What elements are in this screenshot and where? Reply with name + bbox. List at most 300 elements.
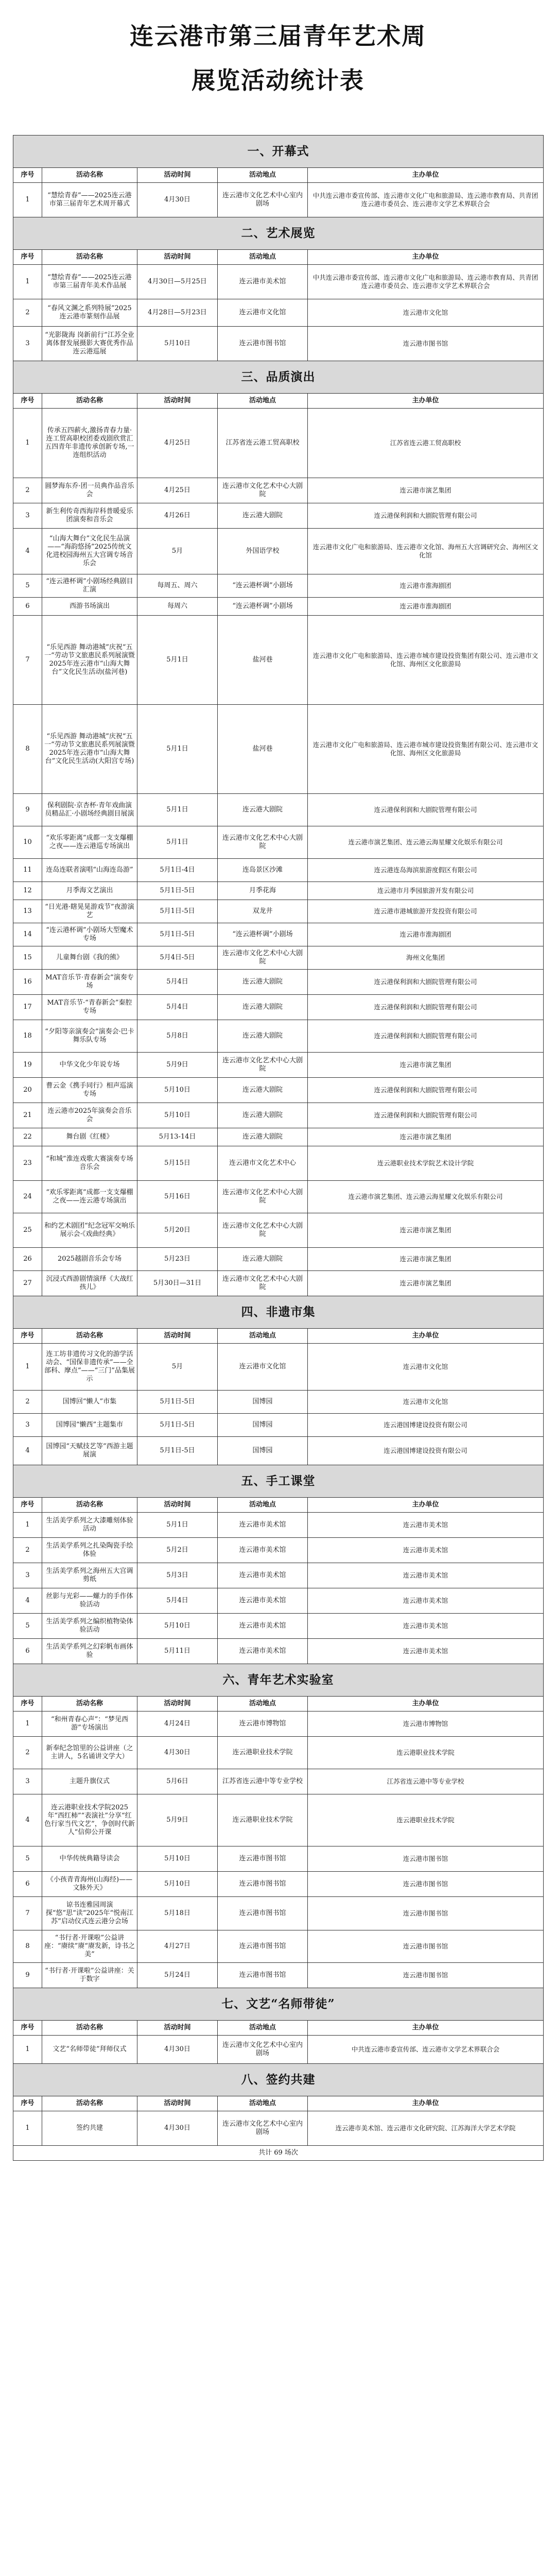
activity-place: 连云港职业技术学院 — [218, 1737, 308, 1769]
activity-name: 西游书场演出 — [42, 598, 137, 616]
total-count: 共计 69 场次 — [13, 2146, 544, 2161]
activity-time: 4月30日 — [137, 1737, 218, 1769]
activity-name: “日光港·瞎晃晃游戏节”夜游演艺 — [42, 900, 137, 923]
row-number: 1 — [13, 2111, 42, 2146]
activity-name: 月季海文艺演出 — [42, 882, 137, 900]
organizer: 连云港市图书馆 — [308, 327, 544, 361]
activity-time: 5月4日-5日 — [137, 946, 218, 970]
activity-place: 连云港大剧院 — [218, 970, 308, 995]
table-row — [13, 1078, 544, 1103]
column-header-row — [13, 2096, 544, 2111]
activity-name: 签约共建 — [42, 2111, 137, 2146]
row-number: 16 — [13, 970, 42, 995]
row-number: 3 — [13, 1414, 42, 1437]
row-number: 1 — [13, 1711, 42, 1737]
activity-time: 每周五、周六 — [137, 574, 218, 598]
row-number: 1 — [13, 1513, 42, 1538]
column-header-activity-name: 活动名称 — [42, 250, 137, 265]
column-header-row-number: 序号 — [13, 2096, 42, 2111]
row-number: 1 — [13, 409, 42, 478]
table-row — [13, 1248, 544, 1271]
column-header-activity-time: 活动时间 — [137, 394, 218, 409]
activity-place: 连云港市美术馆 — [218, 1513, 308, 1538]
table-row — [13, 529, 544, 574]
column-header-activity-name: 活动名称 — [42, 2096, 137, 2111]
column-header-organizer: 主办单位 — [308, 2096, 544, 2111]
activity-time: 5月3日 — [137, 1563, 218, 1588]
activity-place: 连云港市文化艺术中心大剧院 — [218, 1271, 308, 1296]
activity-name: 2025越剧音乐会专场 — [42, 1248, 137, 1271]
row-number: 4 — [13, 1588, 42, 1614]
organizer: 连云港职业技术学院艺术设计学院 — [308, 1146, 544, 1181]
table-row — [13, 882, 544, 900]
column-header-activity-place: 活动地点 — [218, 2021, 308, 2036]
column-header-row-number: 序号 — [13, 1498, 42, 1513]
activity-time: 5月10日 — [137, 1872, 218, 1897]
row-number: 9 — [13, 1963, 42, 1988]
activity-time: 5月1日-5日 — [137, 923, 218, 946]
table-row — [13, 299, 544, 327]
activity-name: 国博回“懒人”市集 — [42, 1391, 137, 1414]
activity-place: 连云港大剧院 — [218, 1020, 308, 1053]
table-row — [13, 598, 544, 616]
section-title: 七、文艺“名师带徒” — [13, 1988, 544, 2021]
column-header-row — [13, 394, 544, 409]
activity-time: 5月13-14日 — [137, 1128, 218, 1146]
organizer: 连云港市演艺集团 — [308, 1248, 544, 1271]
row-number: 21 — [13, 1103, 42, 1128]
activity-place: 连云港市文化艺术中心大剧院 — [218, 946, 308, 970]
activity-name: 《小孩青青海州(山海经)——文脉外天》 — [42, 1872, 137, 1897]
column-header-activity-time: 活动时间 — [137, 250, 218, 265]
activity-place: 连云港市文化馆 — [218, 299, 308, 327]
activity-place: 连云港市美术馆 — [218, 1538, 308, 1563]
table-row — [13, 1563, 544, 1588]
organizer: 连云港连岛海滨旅游度假区有限公司 — [308, 859, 544, 882]
activity-name: “书行者·开课啦”公益讲座：关于数字 — [42, 1963, 137, 1988]
activity-time: 5月 — [137, 1344, 218, 1391]
activity-name: “书行者·开课啦”公益讲座：“赓续”赓“赓发新，诗书之美” — [42, 1930, 137, 1963]
table-row — [13, 1103, 544, 1128]
activity-place: 国博园 — [218, 1391, 308, 1414]
activity-name: “夕阳等亲演奏会”演奏会·巴卡舞乐队专场 — [42, 1020, 137, 1053]
organizer: 连云港市演艺集团 — [308, 478, 544, 503]
column-header-activity-time: 活动时间 — [137, 2096, 218, 2111]
section-header-row — [13, 1988, 544, 2021]
column-header-activity-time: 活动时间 — [137, 168, 218, 183]
row-number: 17 — [13, 995, 42, 1020]
table-row — [13, 1769, 544, 1794]
activity-time: 4月26日 — [137, 503, 218, 529]
row-number: 8 — [13, 1930, 42, 1963]
activity-time: 5月2日 — [137, 1538, 218, 1563]
activity-place: 连云港市美术馆 — [218, 1614, 308, 1639]
column-header-organizer: 主办单位 — [308, 394, 544, 409]
activity-name: 生活美学系列之幻彩帆布画体验 — [42, 1639, 137, 1664]
table-row — [13, 946, 544, 970]
row-number: 2 — [13, 1538, 42, 1563]
activity-place: 连云港市文化艺术中心室内剧场 — [218, 183, 308, 217]
table-row — [13, 409, 544, 478]
row-number: 3 — [13, 327, 42, 361]
table-row — [13, 705, 544, 794]
column-header-activity-time: 活动时间 — [137, 2021, 218, 2036]
organizer: 连云港市文化馆 — [308, 299, 544, 327]
section-title: 六、青年艺术实验室 — [13, 1664, 544, 1697]
column-header-activity-time: 活动时间 — [137, 1498, 218, 1513]
organizer: 中共连云港市委宣传部、连云港市文化广电和旅游局、连云港市教育局、共青团连云港市委员会、连云港市文学艺术界联合会 — [308, 183, 544, 217]
section-title: 四、非遗市集 — [13, 1296, 544, 1329]
section-header-row — [13, 135, 544, 168]
table-row — [13, 1271, 544, 1296]
activity-place: 连云港市博物馆 — [218, 1711, 308, 1737]
organizer: 连云港职业技术学院 — [308, 1794, 544, 1846]
organizer: 连云港保利润和大剧院管理有限公司 — [308, 970, 544, 995]
activity-place: 连云港市美术馆 — [218, 265, 308, 299]
activity-name: 连岛连联者演唱“山海连岛游” — [42, 859, 137, 882]
organizer: 连云港市文化馆 — [308, 1344, 544, 1391]
activity-time: 5月11日 — [137, 1639, 218, 1664]
activity-name: 生活美学系列之扎染陶瓷手绘体验 — [42, 1538, 137, 1563]
activity-time: 5月1日 — [137, 794, 218, 826]
column-header-row-number: 序号 — [13, 394, 42, 409]
organizer: 连云港市美术馆 — [308, 1538, 544, 1563]
activity-name: “连云港杯调”小剧场大型魔术专场 — [42, 923, 137, 946]
activity-place: “连云港杯调”小剧场 — [218, 574, 308, 598]
activity-name: 传承五四薪火,激扬青春力量·连工贸高职校团委戏剧欣赏汇五四青年非遗传承创新专场,一连组织活动 — [42, 409, 137, 478]
activity-place: 连云港大剧院 — [218, 794, 308, 826]
activity-time: 5月1日-5日 — [137, 1437, 218, 1465]
document-subtitle: 展览活动统计表 — [192, 66, 364, 94]
table-row — [13, 794, 544, 826]
activity-place: 连云港市图书馆 — [218, 1963, 308, 1988]
activity-time: 5月1日 — [137, 705, 218, 794]
organizer: 连云港市演艺集团 — [308, 1053, 544, 1078]
section-header-row — [13, 1296, 544, 1329]
table-row — [13, 1513, 544, 1538]
activity-place: 连云港职业技术学院 — [218, 1794, 308, 1846]
row-number: 23 — [13, 1146, 42, 1181]
row-number: 5 — [13, 574, 42, 598]
activity-name: 新生利传奇西海岸科普暖爱乐团演奏和音乐会 — [42, 503, 137, 529]
column-header-activity-name: 活动名称 — [42, 1697, 137, 1711]
activity-place: 连云港市文化艺术中心大剧院 — [218, 478, 308, 503]
column-header-activity-name: 活动名称 — [42, 168, 137, 183]
column-header-activity-place: 活动地点 — [218, 168, 308, 183]
activity-place: 连云港市文化艺术中心大剧院 — [218, 1053, 308, 1078]
table-row — [13, 1414, 544, 1437]
activity-time: 5月10日 — [137, 1846, 218, 1872]
row-number: 1 — [13, 1344, 42, 1391]
activity-name: 丝影与光彩——螺力的手作体验活动 — [42, 1588, 137, 1614]
column-header-activity-place: 活动地点 — [218, 1329, 308, 1344]
organizer: 连云港市月季园旅游开发有限公司 — [308, 882, 544, 900]
activity-name: 保利剧院·京杏杯·青年戏曲演员精品汇·小剧场经典剧目展演 — [42, 794, 137, 826]
organizer: 中共连云港市委宣传部、连云港市文学艺术界联合会 — [308, 2036, 544, 2064]
activity-time: 5月9日 — [137, 1794, 218, 1846]
organizer: 连云港市美术馆、连云港市文化研究院、江苏海洋大学艺术学院 — [308, 2111, 544, 2146]
section-title: 八、签约共建 — [13, 2064, 544, 2096]
section-header-row — [13, 1664, 544, 1697]
organizer: 连云港市美术馆 — [308, 1614, 544, 1639]
column-header-activity-place: 活动地点 — [218, 1498, 308, 1513]
activity-place: 连岛景区沙滩 — [218, 859, 308, 882]
row-number: 18 — [13, 1020, 42, 1053]
table-row — [13, 183, 544, 217]
activity-time: 5月4日 — [137, 970, 218, 995]
row-number: 7 — [13, 616, 42, 705]
activity-place: 连云港大剧院 — [218, 1128, 308, 1146]
activity-time: 5月6日 — [137, 1769, 218, 1794]
table-row — [13, 1538, 544, 1563]
organizer: 连云港市美术馆 — [308, 1639, 544, 1664]
activity-place: 双龙井 — [218, 900, 308, 923]
activity-time: 5月10日 — [137, 1103, 218, 1128]
activity-place: 江苏省连云港工贸高职校 — [218, 409, 308, 478]
organizer: 连云港保利润和大剧院管理有限公司 — [308, 1078, 544, 1103]
row-number: 3 — [13, 503, 42, 529]
table-row — [13, 1872, 544, 1897]
activity-name: 生活美学系列之大漆雕刻体验活动 — [42, 1513, 137, 1538]
organizer: 连云港市图书馆 — [308, 1963, 544, 1988]
activity-place: 连云港市文化艺术中心大剧院 — [218, 1213, 308, 1248]
section-header-row — [13, 217, 544, 250]
activity-time: 5月16日 — [137, 1181, 218, 1213]
activity-place: 国博园 — [218, 1414, 308, 1437]
table-row — [13, 1794, 544, 1846]
total-row — [13, 2146, 544, 2161]
table-row — [13, 616, 544, 705]
activity-time: 4月28日—5月23日 — [137, 299, 218, 327]
organizer: 连云港市博物馆 — [308, 1711, 544, 1737]
column-header-activity-name: 活动名称 — [42, 1498, 137, 1513]
row-number: 27 — [13, 1271, 42, 1296]
activity-name: “山海大舞台”文化民生品演——“海韵悠扬”2025传统文化进校园海州五大宫调专场音乐会 — [42, 529, 137, 574]
row-number: 5 — [13, 1614, 42, 1639]
table-row — [13, 1737, 544, 1769]
activity-name: “和城”淮连戏歌大赛演奏专场音乐会 — [42, 1146, 137, 1181]
activity-time: 5月1日-5日 — [137, 1414, 218, 1437]
activity-time: 4月25日 — [137, 478, 218, 503]
section-header-row — [13, 1465, 544, 1498]
activity-name: MAT音乐节·青春新会”演奏专场 — [42, 970, 137, 995]
activity-name: 儿童舞台剧《我的熊》 — [42, 946, 137, 970]
activity-time: 5月1日 — [137, 826, 218, 859]
document-title: 连云港市第三届青年艺术周 — [130, 22, 426, 50]
row-number: 20 — [13, 1078, 42, 1103]
activity-time: 5月24日 — [137, 1963, 218, 1988]
activity-time: 5月10日 — [137, 1614, 218, 1639]
column-header-activity-place: 活动地点 — [218, 1697, 308, 1711]
activity-place: 连云港市图书馆 — [218, 327, 308, 361]
table-row — [13, 2036, 544, 2064]
activity-name: “慧绘青春”——2025连云港市第三届青年美术作品展 — [42, 265, 137, 299]
activity-name: 中华传统典籍导读会 — [42, 1846, 137, 1872]
activity-name: “乐见西游 舞动港城”庆祝“五一”劳动节文旅惠民系列展演暨2025年连云港市“山海大舞台”文化民生活动(大阳宫专场) — [42, 705, 137, 794]
column-header-activity-place: 活动地点 — [218, 394, 308, 409]
activity-time: 5月15日 — [137, 1146, 218, 1181]
column-header-organizer: 主办单位 — [308, 2021, 544, 2036]
table-row — [13, 574, 544, 598]
activity-time: 5月1日-4日 — [137, 859, 218, 882]
column-header-activity-time: 活动时间 — [137, 1329, 218, 1344]
activity-place: 连云港大剧院 — [218, 1078, 308, 1103]
organizer: 连云港市图书馆 — [308, 1872, 544, 1897]
activity-time: 5月8日 — [137, 1020, 218, 1053]
row-number: 8 — [13, 705, 42, 794]
activity-time: 5月4日 — [137, 1588, 218, 1614]
row-number: 13 — [13, 900, 42, 923]
column-header-row-number: 序号 — [13, 2021, 42, 2036]
table-row — [13, 1437, 544, 1465]
organizer: 连云港保利润和大剧院管理有限公司 — [308, 503, 544, 529]
table-row — [13, 1846, 544, 1872]
row-number: 26 — [13, 1248, 42, 1271]
activity-name: 国博园“懒西”主题集市 — [42, 1414, 137, 1437]
organizer: 连云港市演艺集团 — [308, 1128, 544, 1146]
row-number: 15 — [13, 946, 42, 970]
table-row — [13, 1344, 544, 1391]
table-row — [13, 859, 544, 882]
section-title: 一、开幕式 — [13, 135, 544, 168]
activity-time: 5月10日 — [137, 327, 218, 361]
activity-place: 盐河巷 — [218, 616, 308, 705]
organizer: 连云港市文化广电和旅游局、连云港市城市建设投资集团有限公司、连云港市文化馆、海州区文化旅游局 — [308, 616, 544, 705]
organizer: 连云港市淮海剧团 — [308, 574, 544, 598]
organizer: 连云港市淮海剧团 — [308, 923, 544, 946]
activity-name: MAT音乐节·“青春新会”秦腔专场 — [42, 995, 137, 1020]
activity-name: 连云港职业技术学院2025年“西红柿”“表演社”分享“红色行家当代文艺”，争创时代新人“信仰公开课 — [42, 1794, 137, 1846]
activity-place: 连云港市美术馆 — [218, 1563, 308, 1588]
table-row — [13, 503, 544, 529]
row-number: 1 — [13, 265, 42, 299]
table-row — [13, 327, 544, 361]
organizer: 连云港市图书馆 — [308, 1846, 544, 1872]
row-number: 6 — [13, 1639, 42, 1664]
table-row — [13, 1639, 544, 1664]
table-row — [13, 1053, 544, 1078]
activity-place: 连云港市文化艺术中心室内剧场 — [218, 2111, 308, 2146]
activity-place: “连云港杯调”小剧场 — [218, 923, 308, 946]
activity-place: 连云港市文化艺术中心大剧院 — [218, 826, 308, 859]
row-number: 2 — [13, 1737, 42, 1769]
column-header-organizer: 主办单位 — [308, 1697, 544, 1711]
organizer: 连云港市美术馆 — [308, 1563, 544, 1588]
activity-name: 舞台剧《红楼》 — [42, 1128, 137, 1146]
column-header-row-number: 序号 — [13, 1697, 42, 1711]
organizer: 中共连云港市委宣传部、连云港市文化广电和旅游局、连云港市教育局、共青团连云港市委员会、连云港市文学艺术界联合会 — [308, 265, 544, 299]
activity-name: 圆梦海东乔·团一员典作品音乐会 — [42, 478, 137, 503]
activity-place: 月季花海 — [218, 882, 308, 900]
organizer: 连云港市文化广电和旅游局、连云港市文化馆、海州五大宫调研究会、海州区文化馆 — [308, 529, 544, 574]
row-number: 3 — [13, 1769, 42, 1794]
column-header-activity-place: 活动地点 — [218, 2096, 308, 2111]
organizer: 连云港市文化馆 — [308, 1391, 544, 1414]
section-header-row — [13, 2064, 544, 2096]
column-header-row — [13, 1697, 544, 1711]
activity-place: 连云港大剧院 — [218, 995, 308, 1020]
activity-place: 连云港市美术馆 — [218, 1588, 308, 1614]
organizer: 连云港市淮海剧团 — [308, 598, 544, 616]
row-number: 2 — [13, 1391, 42, 1414]
organizer: 连云港市美术馆 — [308, 1513, 544, 1538]
activity-time: 5月10日 — [137, 1078, 218, 1103]
activity-time: 5月1日 — [137, 1513, 218, 1538]
activity-time: 5月1日-5日 — [137, 1391, 218, 1414]
section-title: 二、艺术展览 — [13, 217, 544, 250]
table-row — [13, 1897, 544, 1930]
activity-name: “欢乐零距离”成都一支支爆棚之夜——连云港专场演出 — [42, 1181, 137, 1213]
row-number: 12 — [13, 882, 42, 900]
column-header-row — [13, 250, 544, 265]
table-row — [13, 1588, 544, 1614]
table-row — [13, 995, 544, 1020]
activity-name: 连云港市2025年演奏会音乐会 — [42, 1103, 137, 1128]
row-number: 2 — [13, 478, 42, 503]
activity-name: “乐见西游 舞动港城”庆祝“五一”劳动节文旅惠民系列展演暨2025年连云港市“山海大舞台”文化民生活动(盐河巷) — [42, 616, 137, 705]
table-row — [13, 900, 544, 923]
activity-name: 和约艺术剧团“纪念冠军交响乐展示会·《戏曲经典》 — [42, 1213, 137, 1248]
activity-name: 主题升旗仪式 — [42, 1769, 137, 1794]
row-number: 6 — [13, 1872, 42, 1897]
organizer: 连云港保利润和大剧院管理有限公司 — [308, 995, 544, 1020]
activity-time: 5月18日 — [137, 1897, 218, 1930]
activity-name: 国博园“天赋技艺等”西游主题展演 — [42, 1437, 137, 1465]
organizer: 连云港国博建设投资有限公司 — [308, 1414, 544, 1437]
activity-name: “春风文渊之系列特展”2025连云港市篆刻作品展 — [42, 299, 137, 327]
column-header-organizer: 主办单位 — [308, 1329, 544, 1344]
activity-name: “和州青春心声”：“梦见西游”专场演出 — [42, 1711, 137, 1737]
organizer: 连云港市演艺集团、连云港云海星耀文化娱乐有限公司 — [308, 826, 544, 859]
organizer: 连云港市图书馆 — [308, 1897, 544, 1930]
row-number: 6 — [13, 598, 42, 616]
activity-time: 5月1日-5日 — [137, 900, 218, 923]
column-header-row-number: 序号 — [13, 168, 42, 183]
activity-place: 连云港市美术馆 — [218, 1639, 308, 1664]
section-title: 五、手工课堂 — [13, 1465, 544, 1498]
row-number: 4 — [13, 1437, 42, 1465]
activity-place: 连云港市文化馆 — [218, 1344, 308, 1391]
organizer: 连云港市演艺集团 — [308, 1213, 544, 1248]
activity-place: 连云港市文化艺术中心大剧院 — [218, 1181, 308, 1213]
table-row — [13, 1711, 544, 1737]
organizer: 连云港市文化广电和旅游局、连云港市城市建设投资集团有限公司、连云港市文化馆、海州区文化旅游局 — [308, 705, 544, 794]
activity-place: “连云港杯调”小剧场 — [218, 598, 308, 616]
row-number: 19 — [13, 1053, 42, 1078]
activity-place: 连云港市文化艺术中心 — [218, 1146, 308, 1181]
organizer: 海州文化集团 — [308, 946, 544, 970]
activity-name: 生活美学系列之编织植物染体验活动 — [42, 1614, 137, 1639]
column-header-row — [13, 1498, 544, 1513]
activity-name: “连云港杯调”小剧场经典剧目汇演 — [42, 574, 137, 598]
activity-time: 5月4日 — [137, 995, 218, 1020]
activity-place: 连云港市图书馆 — [218, 1846, 308, 1872]
column-header-activity-name: 活动名称 — [42, 394, 137, 409]
row-number: 4 — [13, 1794, 42, 1846]
table-row — [13, 2111, 544, 2146]
section-title: 三、品质演出 — [13, 361, 544, 394]
table-row — [13, 970, 544, 995]
activity-place: 盐河巷 — [218, 705, 308, 794]
row-number: 3 — [13, 1563, 42, 1588]
organizer: 连云港保利润和大剧院管理有限公司 — [308, 1020, 544, 1053]
activity-table-body — [13, 135, 544, 2161]
activity-name: 曹云金《携手同行》相声巡演专场 — [42, 1078, 137, 1103]
column-header-row-number: 序号 — [13, 250, 42, 265]
table-row — [13, 1020, 544, 1053]
column-header-organizer: 主办单位 — [308, 1498, 544, 1513]
organizer: 连云港市美术馆 — [308, 1588, 544, 1614]
